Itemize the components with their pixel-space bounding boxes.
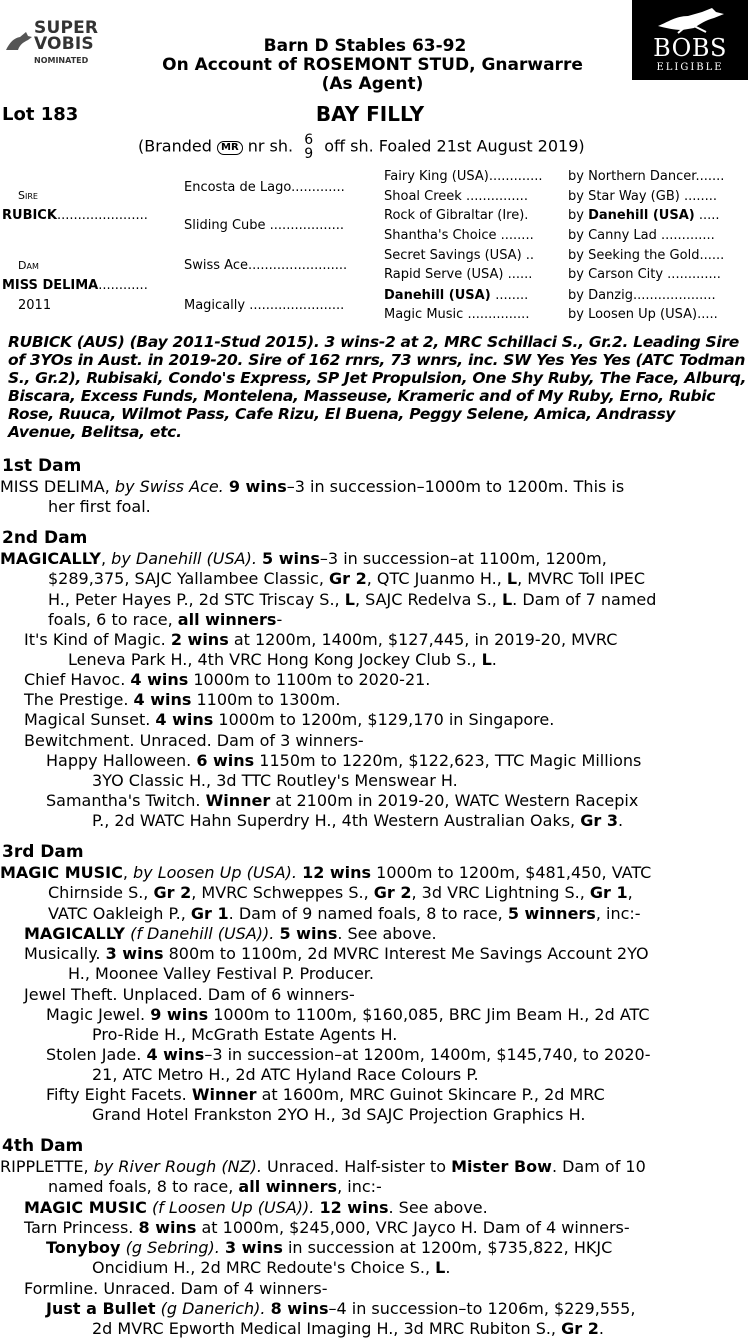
sire-name: RUBICK...................... [2, 208, 148, 223]
dam-entry-cont: Chirnside S., Gr 2, MVRC Schweppes S., Gr 2, 3d VRC Lightning S., Gr 1, [48, 883, 633, 902]
progeny-entry: It's Kind of Magic. 2 wins at 1200m, 1400m, $127,445, in 2019-20, MVRC [24, 630, 618, 649]
dam-entry-cont: H., Peter Hayes P., 2d STC Triscay S., L, SAJC Redelva S., L. Dam of 7 named [48, 590, 657, 609]
third-dam-heading: 3rd Dam [2, 842, 84, 862]
racehorse-icon [654, 6, 728, 34]
pedigree-gen4: by Star Way (GB) ........ [568, 189, 718, 204]
vendor-line: Barn D Stables 63-92 [263, 36, 467, 56]
pedigree-gen3: Rapid Serve (USA) ...... [384, 267, 533, 282]
grandprogeny-entry: Samantha's Twitch. Winner at 2100m in 2019-20, WATC Western Racepix [46, 791, 639, 810]
pedigree-gen2: Sliding Cube .................. [184, 218, 345, 233]
brand-line [138, 133, 585, 161]
progeny-entry: Chief Havoc. 4 wins 1000m to 1100m to 2020-21. [24, 670, 431, 689]
first-dam-heading: 1st Dam [2, 456, 82, 476]
pedigree-gen3: Secret Savings (USA) .. [384, 248, 535, 263]
dam-entry-cont: foals, 6 to race, all winners- [48, 610, 283, 629]
brand-suffix: off sh. Foaled 21st August 2019) [324, 136, 585, 156]
grandprogeny-entry: Tonyboy (g Sebring). 3 wins in succession at 1200m, $735,822, HKJC [46, 1238, 613, 1257]
pedigree-gen3: Danehill (USA) ........ [384, 288, 529, 303]
pedigree-gen2: Encosta de Lago............. [184, 180, 345, 195]
pedigree-gen4: by Carson City ............. [568, 267, 721, 282]
progeny-entry: Bewitchment. Unraced. Dam of 3 winners- [24, 731, 364, 750]
dam-entry: RIPPLETTE, by River Rough (NZ). Unraced. Half-sister to Mister Bow. Dam of 10 [0, 1157, 646, 1176]
grandprogeny-entry-cont: P., 2d WATC Hahn Superdry H., 4th Western Australian Oaks, Gr 3. [92, 811, 624, 830]
sire-label: Sire [18, 189, 38, 202]
lot-number: Lot 183 [2, 104, 79, 125]
grandprogeny-entry-cont: 21, ATC Metro H., 2d ATC Hyland Race Colours P. [92, 1065, 479, 1084]
grandprogeny-entry-cont: 2d MVRC Epworth Medical Imaging H., 3d MRC Rubiton S., Gr 2. [92, 1319, 604, 1338]
fourth-dam-heading: 4th Dam [2, 1136, 84, 1156]
grandprogeny-entry-cont: Oncidium H., 2d MRC Redoute's Choice S., L. [92, 1258, 451, 1277]
dam-entry-cont: named foals, 8 to race, all winners, inc:- [48, 1177, 382, 1196]
grandprogeny-entry-cont: 3YO Classic H., 3d TTC Routley's Menswear H. [92, 771, 458, 790]
dam-year: 2011 [18, 298, 52, 313]
grandprogeny-entry: Magic Jewel. 9 wins 1000m to 1100m, $160,085, BRC Jim Beam H., 2d ATC [46, 1005, 650, 1024]
pedigree-gen4: by Loosen Up (USA)..... [568, 307, 718, 322]
grandprogeny-entry: Just a Bullet (g Danerich). 8 wins–4 in succession–to 1206m, $229,555, [46, 1299, 636, 1318]
bobs-logo [632, 0, 748, 80]
progeny-entry: MAGIC MUSIC (f Loosen Up (USA)). 12 wins. See above. [24, 1198, 488, 1217]
grandprogeny-entry-cont: Pro-Ride H., McGrath Estate Agents H. [92, 1025, 398, 1044]
grandprogeny-entry: Fifty Eight Facets. Winner at 1600m, MRC Guinot Skincare P., 2d MRC [46, 1085, 605, 1104]
dam-entry-cont: her first foal. [48, 497, 151, 516]
dam-label: Dam [18, 259, 39, 272]
logo-vobis: VOBIS [34, 34, 94, 54]
pedigree-gen2: Swiss Ace........................ [184, 258, 348, 273]
progeny-entry: Formline. Unraced. Dam of 4 winners- [24, 1279, 328, 1298]
dam-entry-cont: $289,375, SAJC Yallambee Classic, Gr 2, QTC Juanmo H., L, MVRC Toll IPEC [48, 569, 646, 588]
progeny-entry-cont: Leneva Park H., 4th VRC Hong Kong Jockey Club S., L. [68, 650, 497, 669]
pedigree-gen2: Magically ....................... [184, 298, 345, 313]
pedigree-gen4: by Northern Dancer....... [568, 169, 725, 184]
pedigree-gen3: Shoal Creek ............... [384, 189, 528, 204]
bobs-eligible: ELIGIBLE [656, 62, 724, 73]
account-line: On Account of ROSEMONT STUD, Gnarwarre [162, 55, 583, 75]
horse-description: BAY FILLY [315, 102, 425, 126]
pedigree-gen4: by Canny Lad ............. [568, 228, 715, 243]
pedigree-gen4: by Danzig.................... [568, 288, 716, 303]
dam-entry: MISS DELIMA, by Swiss Ace. 9 wins–3 in succession–1000m to 1200m. This is [0, 477, 625, 496]
pedigree-gen3: Fairy King (USA)............. [384, 169, 543, 184]
sire-summary: RUBICK (AUS) (Bay 2011-Stud 2015). 3 wins-2 at 2, MRC Schillaci S., Gr.2. Leading Sire of 3YOs in Aust. in 2019-20. Sire of 162 rnrs, 73 wnrs, inc. SW Yes Yes Yes (ATC Todman S., Gr.2), Rubisaki, Condo's Express, SP Jet Propulsion, One Shy Ruby, The Face, Alburq, Biscara, Excess Funds, Montelena, Masseuse, Krameric and of My Ruby, Erno, Rubic Rose, Ruuca, Wilmot Pass, Cafe Rizu, El Buena, Peggy Selene, Amica, Andrassy Avenue, Belitsa, etc. [8, 333, 747, 441]
pedigree-gen4: by Seeking the Gold...... [568, 248, 725, 263]
logo-super: SUPER [34, 18, 99, 38]
progeny-entry: Magical Sunset. 4 wins 1000m to 1200m, $129,170 in Singapore. [24, 710, 555, 729]
logo-nominated: NOMINATED [34, 56, 89, 65]
grandprogeny-entry: Happy Halloween. 6 wins 1150m to 1220m, $122,623, TTC Magic Millions [46, 751, 642, 770]
horse-icon [4, 28, 34, 54]
brand-prefix: (Branded [138, 136, 212, 156]
progeny-entry: The Prestige. 4 wins 1100m to 1300m. [24, 690, 341, 709]
brand-fraction: 6 9 [304, 132, 314, 162]
grandprogeny-entry: Stolen Jade. 4 wins–3 in succession–at 1200m, 1400m, $145,740, to 2020- [46, 1045, 651, 1064]
progeny-entry: Tarn Princess. 8 wins at 1000m, $245,000, VRC Jayco H. Dam of 4 winners- [24, 1218, 630, 1237]
progeny-entry: MAGICALLY (f Danehill (USA)). 5 wins. See above. [24, 924, 437, 943]
pedigree-gen4: by Danehill (USA) ..... [568, 208, 720, 223]
progeny-entry: Musically. 3 wins 800m to 1100m, 2d MVRC Interest Me Savings Account 2YO [24, 944, 649, 963]
agent-line: (As Agent) [321, 74, 424, 94]
progeny-entry: Jewel Theft. Unplaced. Dam of 6 winners- [24, 985, 355, 1004]
dam-name: MISS DELIMA............ [2, 278, 148, 293]
dam-entry: MAGICALLY, by Danehill (USA). 5 wins–3 in succession–at 1100m, 1200m, [0, 549, 607, 568]
bobs-name: BOBS [653, 34, 727, 62]
brand-mark: MR [217, 141, 243, 155]
brand-near: nr sh. [247, 136, 294, 156]
pedigree-gen3: Magic Music ............... [384, 307, 530, 322]
second-dam-heading: 2nd Dam [2, 528, 88, 548]
dam-entry: MAGIC MUSIC, by Loosen Up (USA). 12 wins 1000m to 1200m, $481,450, VATC [0, 863, 652, 882]
super-vobis-logo [4, 18, 114, 68]
dam-entry-cont: VATC Oakleigh P., Gr 1. Dam of 9 named foals, 8 to race, 5 winners, inc:- [48, 904, 641, 923]
pedigree-gen3: Shantha's Choice ........ [384, 228, 534, 243]
pedigree-gen3: Rock of Gibraltar (Ire). [384, 208, 529, 223]
grandprogeny-entry-cont: Grand Hotel Frankston 2YO H., 3d SAJC Projection Graphics H. [92, 1105, 586, 1124]
progeny-entry-cont: H., Moonee Valley Festival P. Producer. [68, 964, 374, 983]
